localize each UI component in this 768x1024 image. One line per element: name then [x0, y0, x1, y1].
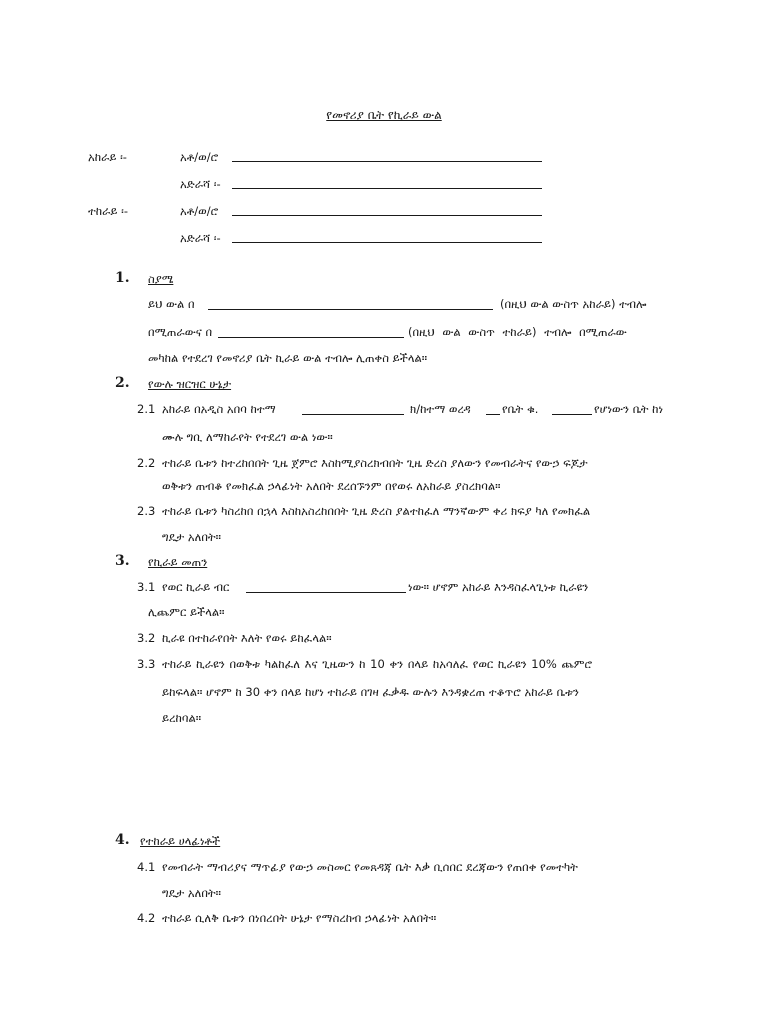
p4-1-text-a: የመብራት ማብሪያና ማጥፊያ የውኃ መስመር የመጸዳጃ ቤት እቃ ቢሰበር ደረጃውን የጠበቀ የመተካት [162, 860, 578, 874]
city-field[interactable] [302, 414, 404, 415]
document-title: የመኖሪያ ቤት የኪራይ ውል [326, 108, 442, 122]
p3-1-text-c: ሊጨምር ይችላል። [148, 605, 225, 619]
s1-line1-start: ይህ ውል በ [148, 297, 195, 311]
p2-1-text-a: አከራይ በአዲስ አበባ ከተማ [162, 402, 276, 416]
p3-1-number: 3.1 [137, 580, 156, 594]
p3-3-text-c: ይረከባል። [162, 711, 202, 725]
p3-1-text-b: ነው። ሆኖም አከራይ እንዳስፈላጊነቱ ኪራዩን [408, 580, 589, 594]
p3-1-text-a: የወር ኪራይ ብር [162, 580, 230, 594]
tenant-label: ተከራይ ፡- [88, 204, 128, 218]
p3-2-text-a: ኪራዩ በተከራየበት እለት የወሩ ይከፈላል። [162, 631, 332, 645]
woreda-field[interactable] [486, 414, 500, 415]
p2-1-text-e: ሙሉ ግቢ ለማከራየት የተደረገ ውል ነው። [162, 430, 333, 444]
p2-1-text-c: የቤት ቁ. [502, 402, 539, 416]
section-2-heading: የውሉ ዝርዝር ሁኔታ [148, 377, 232, 391]
tenant-name-label: አቶ/ወ/ሮ [180, 204, 219, 218]
p2-1-text-d: የሆነውን ቤት ከነ [594, 402, 664, 416]
landlord-name-label: አቶ/ወ/ሮ [180, 150, 219, 164]
s1-line1-end: (በዚህ ውል ውስጥ አከራይ) ተብሎ [500, 297, 647, 311]
p2-2-number: 2.2 [137, 456, 156, 470]
monthly-rent-field[interactable] [246, 592, 406, 593]
landlord-address-field[interactable] [232, 188, 542, 189]
section-4-number: 4. [115, 832, 130, 848]
landlord-address-label: አድራሻ ፡- [180, 177, 221, 191]
house-number-field[interactable] [552, 414, 592, 415]
p4-1-text-b: ግዴታ አለበት። [162, 886, 222, 900]
s1-line2-start: በሚጠራውና በ [148, 325, 213, 339]
p2-3-text-a: ተከራይ ቤቱን ካስረከበ በኋላ እስከአስረከበበት ጊዜ ድረስ ያልተከፈለ ማንኛውም ቀሪ ክፍያ ካለ የመክፈል [162, 504, 591, 518]
landlord-label: አከራይ ፡- [88, 150, 127, 164]
p4-1-number: 4.1 [137, 860, 156, 874]
landlord-name-field[interactable] [232, 161, 542, 162]
section-1-heading: ስያሜ [148, 272, 174, 286]
p2-1-text-b: ክ/ከተማ ወረዳ [410, 402, 471, 416]
p3-3-text-a: ተከራይ ኪራዩን በወቅቱ ካልከፈለ እና ጊዜውን ከ 10 ቀን በላይ ከአሳለፈ የወር ኪራዩን 10% ጨምሮ [162, 657, 593, 671]
tenant-address-label: አድራሻ ፡- [180, 231, 221, 245]
section-2-number: 2. [115, 375, 130, 391]
s1-line2-end: (በዚህ ውል ውስጥ ተከራይ) ተብሎ በሚጠራው [408, 325, 627, 339]
p2-2-text-a: ተከራይ ቤቱን ከተረከበበት ጊዜ ጀምሮ እስከሚያስረክብበት ጊዜ ድረስ ያለውን የመብራትና የውኃ ፍጆታ [162, 456, 588, 470]
p2-3-text-b: ግዴታ አለበት። [162, 530, 222, 544]
tenant-name-field[interactable] [232, 215, 542, 216]
section-3-number: 3. [115, 553, 130, 569]
s1-line3: መካከል የተደረገ የመኖሪያ ቤት ኪራይ ውል ተብሎ ሊጠቀስ ይችላል። [148, 351, 428, 365]
p3-3-number: 3.3 [137, 657, 156, 671]
p4-2-number: 4.2 [137, 911, 156, 925]
section-4-heading: የተከራይ ሀላፊነቶች [140, 834, 221, 848]
party-a-field[interactable] [208, 309, 493, 310]
section-3-heading: የኪራይ መጠን [148, 555, 208, 569]
party-b-field[interactable] [218, 337, 404, 338]
tenant-address-field[interactable] [232, 242, 542, 243]
p2-3-number: 2.3 [137, 504, 156, 518]
p3-3-text-b: ይከፍላል። ሆኖም ከ 30 ቀን በላይ ከሆነ ተከራይ በገዛ ፈቃዱ ውሉን እንዳቋረጠ ተቆጥሮ አከራይ ቤቱን [162, 685, 579, 699]
section-1-number: 1. [115, 270, 130, 286]
p2-2-text-b: ወቅቱን ጠብቆ የመክፈል ኃላፊነት አለበት ደረሰኙንም በየወሩ ለአከራይ ያስረክባል። [162, 479, 501, 493]
p3-2-number: 3.2 [137, 631, 156, 645]
p4-2-text-a: ተከራይ ሲለቅ ቤቱን በነበረበት ሁኔታ የማስረከብ ኃላፊነት አለበት። [162, 911, 437, 925]
p2-1-number: 2.1 [137, 402, 156, 416]
